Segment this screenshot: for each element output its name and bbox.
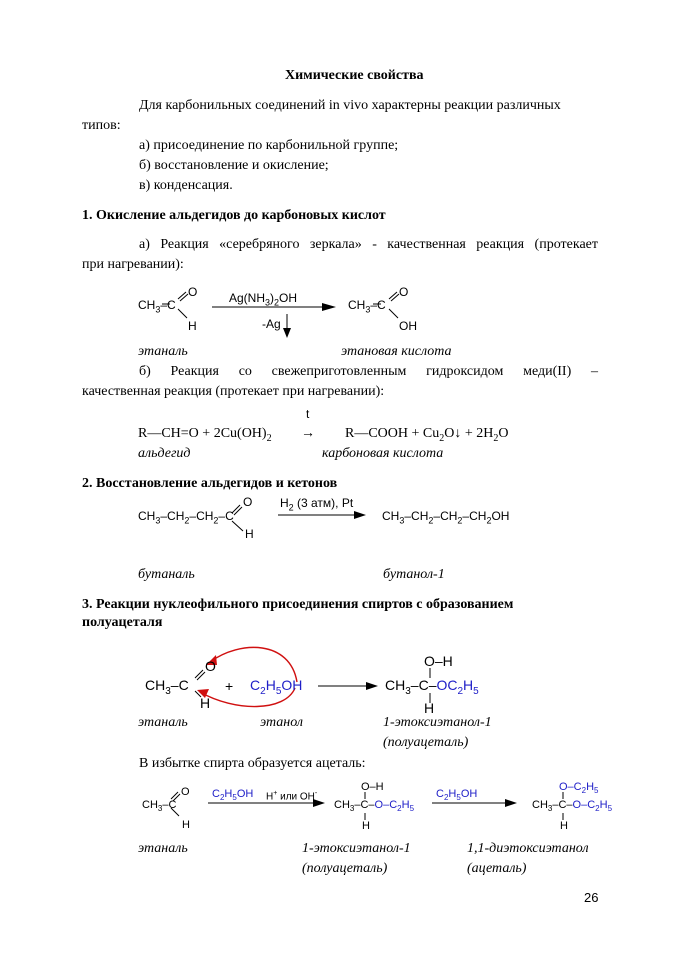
ac-c-top: $O-C_2H_5$ [559,781,599,796]
r1-product-o: O [399,285,409,299]
ac-name-b2: (полуацеталь) [302,861,388,876]
s3-ethanol: $C_2H_5OH$ [250,677,303,697]
ac-h: H [182,819,190,831]
r1-minus-ag: -Ag [262,317,281,331]
r1-h: H [188,319,197,333]
s3-product-oh: O–H [424,653,453,669]
section3-heading-2: полуацеталя [82,615,163,630]
r1-name-left: этаналь [138,344,188,359]
section1-a-line2: при нагревании): [82,257,184,272]
section3-heading-1: 3. Реакции нуклеофильного присоединения спиртов с образованием [82,597,514,612]
s3-ethanal: $CH_3-C$ [145,677,189,697]
intro-line-2: типов: [82,118,121,133]
s2-butanal: $CH_3-CH_2-CH_2-C$ [138,509,234,526]
s3-h: H [200,695,211,711]
page-number: 26 [584,890,599,905]
ac-ethanol-1: $C_2H_5OH$ [212,788,254,803]
ac-c-main: $CH_3-C-O-C_2H_5$ [532,799,613,814]
section1-a-line1: а) Реакция «серебряного зеркала» - качественная реакция (протекает [139,237,598,252]
section1-heading: 1. Окисление альдегидов до карбоновых кислот [82,208,386,223]
s3-name-right2: (полуацеталь) [383,735,469,750]
ac-b-main: $CH_3-C-O-C_2H_5$ [334,799,415,814]
r2-right: R—COOH + $Cu_2O↓ + 2H_2O$ [345,426,509,444]
s2-butanol: $CH_3-CH_2-CH_2-CH_2OH$ [382,509,510,526]
ac-ethanol-2: $C_2H_5OH$ [436,788,478,803]
s2-name-left: бутаналь [138,567,195,582]
ac-o: O [181,786,190,798]
page-title: Химические свойства [285,68,424,83]
s3-name-left: этаналь [138,715,188,730]
r2-left: R—CH=O + $2Cu(OH)_2$ [138,426,272,444]
s3-name-right1: 1-этоксиэтанол-1 [383,715,492,730]
section1-b-line1: б) Реакция со свежеприготовленным гидроксидом меди(II) – [139,364,598,379]
r1-product-ch3: $CH_3-C$ [348,298,386,315]
r1-name-right: этановая кислота [341,344,452,359]
ac-name-a: этаналь [138,841,188,856]
s3-product-h: H [424,700,435,716]
s3-plus: + [225,678,234,694]
intro-item-a: а) присоединение по карбонильной группе; [139,138,399,153]
ac-name-c2: (ацеталь) [467,861,527,876]
intro-line-1: Для карбонильных соединений in vivo характерны реакции различных [139,98,561,113]
s2-name-right: бутанол-1 [383,567,445,582]
intro-item-b: б) восстановление и окисление; [139,158,329,173]
r2-arrow: → [301,426,315,441]
ac-name-b1: 1-этоксиэтанол-1 [302,841,411,856]
r2-t: t [306,407,310,421]
s2-reagent: $H_2$ (3 атм), Pt [280,496,354,513]
ac-c-h: H [560,820,568,832]
s2-h: H [245,527,254,541]
section2-heading: 2. Восстановление альдегидов и кетонов [82,476,338,491]
r1-ch3: $CH_3-C$ [138,298,176,315]
section1-b-line2: качественная реакция (протекает при нагревании): [82,384,385,399]
r1-product-oh: OH [399,319,417,333]
s3-name-mid: этанол [260,715,303,730]
r1-reagent: $Ag(NH_3)_2OH$ [229,291,298,308]
r1-o: O [188,285,198,299]
ac-name-c1: 1,1-диэтоксиэтанол [467,841,589,856]
ac-b-h: H [362,820,370,832]
ac-ethanal: $CH_3-C$ [142,799,177,814]
ac-catalyst: H+ или OH- [266,790,318,803]
s3-o: O [205,658,216,674]
s2-o: O [243,495,253,509]
ac-b-oh: O–H [361,781,384,793]
s3-excess-text: В избытке спирта образуется ацеталь: [139,756,366,771]
r2-name-left: альдегид [138,446,191,461]
intro-item-c: в) конденсация. [139,178,233,193]
r2-name-right: карбоновая кислота [322,446,444,461]
s3-product: $CH_3-C-OC_2H_5$ [385,677,479,697]
